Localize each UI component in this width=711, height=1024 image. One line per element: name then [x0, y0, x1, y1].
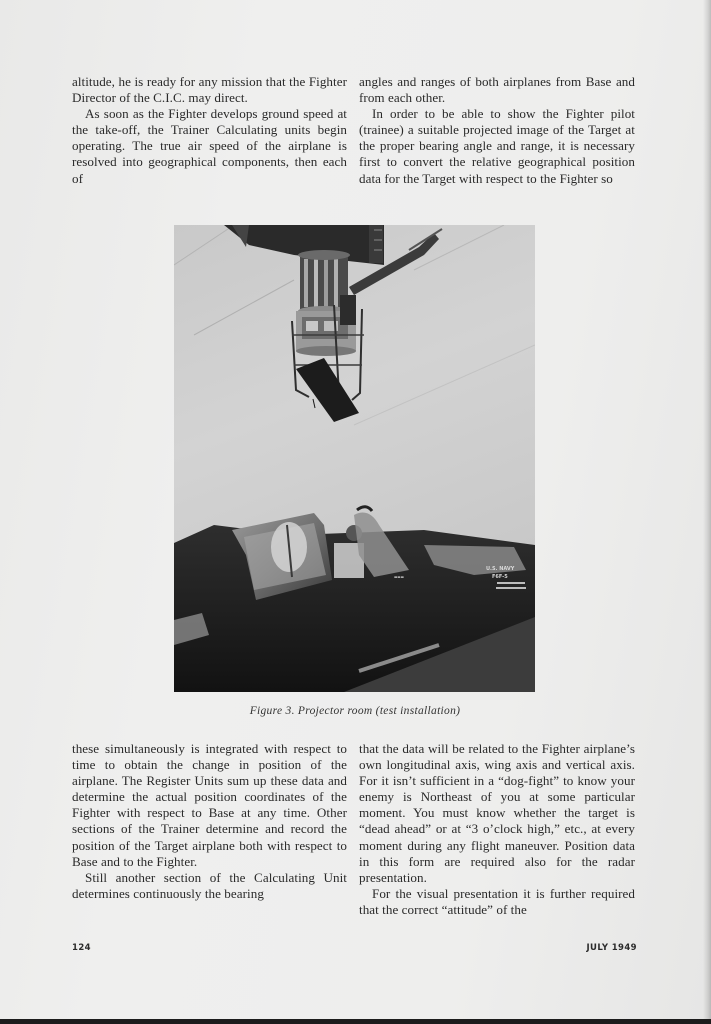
paragraph: As soon as the Fighter develops ground speed at the take-off, the Trainer Calculating units begin operating. The true air speed of the airplane is resolved into geographical components, then each of [72, 106, 347, 186]
scan-bottom-edge [0, 1019, 711, 1024]
text-column-bottom-right [359, 741, 635, 918]
paragraph: For the visual presentation it is further required that the correct “attitude” of the [359, 885, 635, 917]
fuselage-marking-model: F6F-5 [492, 574, 508, 580]
svg-text:▬▬▬: ▬▬▬ [394, 575, 404, 579]
paragraph: In order to be able to show the Fighter pilot (trainee) a suitable projected image of the Target at the proper bearing angle and range, it is necessary first to convert the relative geographical position data for the Target with respect to the Fighter so [359, 106, 635, 186]
paragraph: altitude, he is ready for any mission that the Fighter Director of the C.I.C. may direct. [72, 74, 347, 106]
text-column-top-left [72, 74, 347, 187]
text-column-top-right [359, 74, 635, 187]
figure-photograph [174, 225, 535, 692]
paragraph: Still another section of the Calculating Unit determines continuously the bearing [72, 869, 347, 901]
paragraph: these simultaneously is integrated with respect to time to obtain the change in position of the airplane. The Register Units sum up these data and determine the actual position coordinates of the Fighter with respect to Base at any time. Other sections of the Trainer determine and record the position of the Target airplane both with respect to Base and to the Fighter. [72, 741, 347, 869]
projector-room-photo [174, 225, 535, 692]
issue-date: JULY 1949 [586, 943, 637, 953]
figure-caption: Figure 3. Projector room (test installation) [249, 705, 461, 717]
fuselage-marking-navy: U.S. NAVY [486, 566, 515, 572]
paragraph: angles and ranges of both airplanes from Base and from each other. [359, 74, 635, 106]
paragraph: that the data will be related to the Fighter airplane’s own longitudinal axis, wing axis and vertical axis. For it isn’t sufficient in a “dog-fight” to know your enemy is Northeast of you at some particular moment. You must know whether the target is “dead ahead” or at “3 o’clock high,” etc., at every moment during any flight maneuver. Position data in this form are required also for the radar presentation. [359, 741, 635, 885]
page-number: 124 [72, 943, 91, 953]
page-edge-shadow [703, 0, 711, 1020]
text-column-bottom-left [72, 741, 347, 902]
